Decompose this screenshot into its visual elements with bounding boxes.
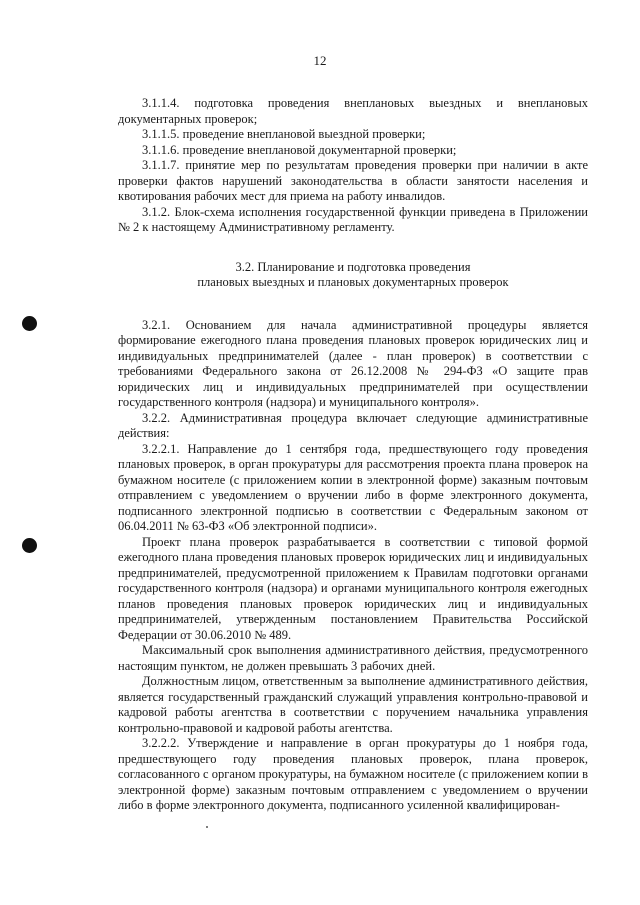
paragraph: 3.2.2.1. Направление до 1 сентября года, предшествующего году проведения плановых проверок, в орган прокуратуры для рассмотрения проекта плана проверок на бумажном носителе (с приложением копии в электронной форме) заказным почтовым отправлением с уведомлением о вручении либо в форме электронного документа, подписанного электронной подписью в соответствии с Федеральным законом от 06.04.2011 № 63-ФЗ «Об электронной подписи».	[118, 441, 588, 533]
paragraph: 3.1.1.4. подготовка проведения внеплановых выездных и внеплановых документарных проверок;	[118, 96, 588, 126]
section-heading-line2: плановых выездных и плановых документарных проверок	[197, 275, 509, 289]
paragraph: 3.2.2. Административная процедура включает следующие административные действия:	[118, 410, 588, 440]
document-body	[118, 96, 588, 814]
punch-hole-lower	[22, 538, 37, 553]
paragraph: 3.1.1.5. проведение внеплановой выездной проверки;	[142, 127, 426, 141]
paragraph: 3.1.2. Блок-схема исполнения государственной функции приведена в Приложении № 2 к настоящему Административному регламенту.	[118, 204, 588, 234]
paragraph: Проект плана проверок разрабатывается в соответствии с типовой формой ежегодного плана проведения плановых проверок юридических лиц и индивидуальных предпринимателей, предусмотренной приложением к Правилам подготовки органами государственного контроля (надзора) и органами муниципального контроля ежегодных планов проведения плановых проверок юридических лиц и индивидуальных предпринимателей, утвержденным постановлением Правительства Российской Федерации от 30.06.2010 № 489.	[118, 534, 588, 642]
paragraph: 3.1.1.6. проведение внеплановой документарной проверки;	[142, 142, 457, 157]
scan-speck	[206, 826, 208, 828]
paragraph: Должностным лицом, ответственным за выполнение административного действия, является государственный гражданский служащий управления контрольно-правовой и кадровой работы агентства в соответствии с поручением начальника управления контрольно-правовой и кадровой работы агентства.	[118, 674, 588, 735]
paragraph: 3.2.1. Основанием для начала административной процедуры является формирование ежегодного плана проведения плановых проверок юридических лиц и индивидуальных предпринимателей (далее - план проверок) в соответствии с требованиями Федерального закона от 26.12.2008 № 294-ФЗ «О защите прав юридических лиц и индивидуальных предпринимателей при осуществлении государственного контроля (надзора) и муниципального контроля».	[118, 317, 588, 409]
paragraph: 3.1.1.7. принятие мер по результатам проведения проверки при наличии в акте проверки фактов нарушений законодательства в области занятости населения и квотирования рабочих мест для приема на работу инвалидов.	[118, 158, 588, 203]
page-number: 12	[313, 53, 327, 68]
paragraph: 3.2.2.2. Утверждение и направление в орган прокуратуры до 1 ноября года, предшествующего году проведения плановых проверок, плана проверок, согласованного с органом прокуратуры, на бумажном носителе (с приложением копии в электронной форме) заказным почтовым отправлением с уведомлением о вручении либо в форме электронного документа, подписанного усиленной квалифицирован-	[118, 736, 588, 812]
punch-hole-upper	[22, 316, 37, 331]
paragraph: Максимальный срок выполнения административного действия, предусмотренного настоящим пунктом, не должен превышать 3 рабочих дней.	[118, 643, 588, 673]
section-heading-line1: 3.2. Планирование и подготовка проведения	[235, 259, 471, 274]
section-heading	[118, 260, 588, 291]
